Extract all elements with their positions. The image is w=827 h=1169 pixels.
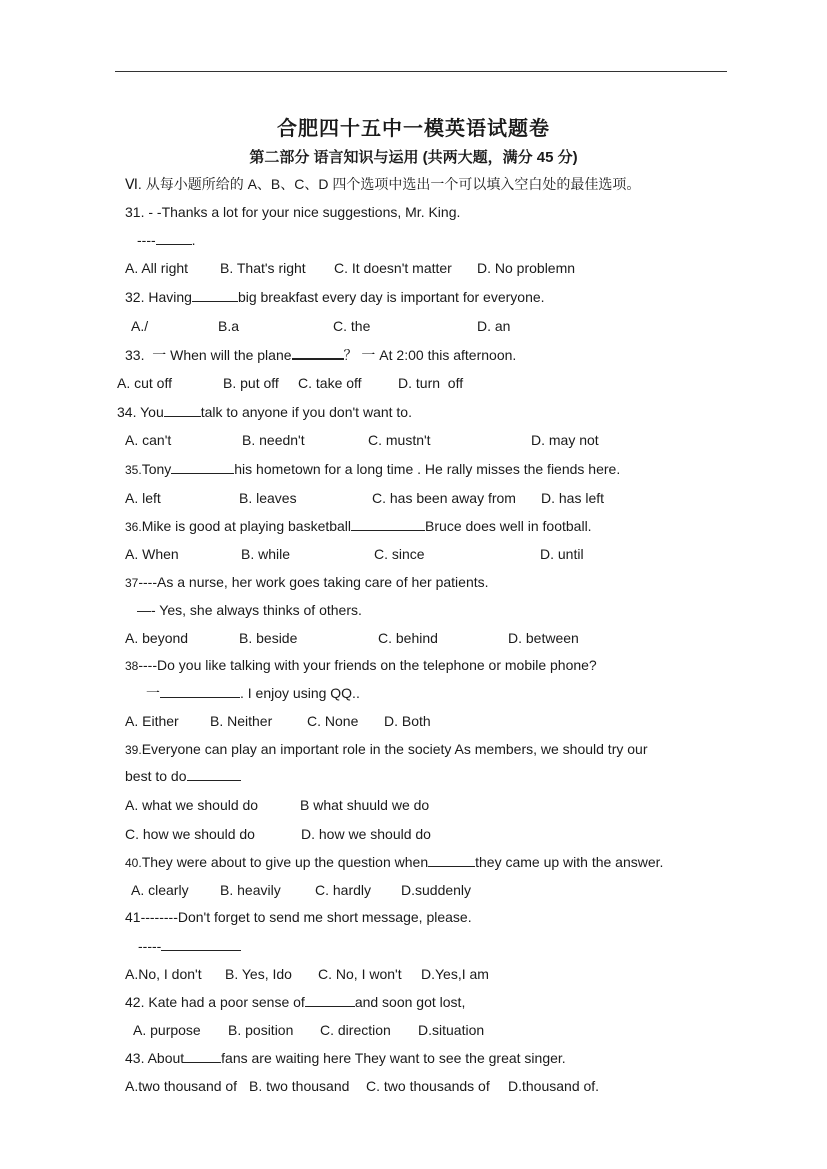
q38-option-c: C. None <box>307 713 359 729</box>
q42-option-b: B. position <box>228 1022 294 1038</box>
q39-option-b: B what shuuld we do <box>300 797 430 813</box>
q32-option-d: D. an <box>477 318 511 334</box>
q37-option-d: D. between <box>508 630 579 646</box>
question-38-stem: 38----Do you like talking with your friends on the telephone or mobile phone? <box>125 657 597 673</box>
q31-option-b: B. That's right <box>220 260 306 276</box>
q42-option-c: C. direction <box>320 1022 391 1038</box>
q32-option-c: C. the <box>333 318 371 334</box>
q34-option-a: A. can't <box>125 432 172 448</box>
q33-option-d: D. turn off <box>398 375 464 391</box>
question-37-reply: —- Yes, she always thinks of others. <box>137 602 362 618</box>
q40-option-b: B. heavily <box>220 882 281 898</box>
q32-option-a: A./ <box>131 318 149 334</box>
question-36-stem: 36.Mike is good at playing basketball Bruce does well in football. <box>125 518 592 534</box>
q39-option-a: A. what we should do <box>125 797 259 813</box>
question-35-stem: 35.Tony his hometown for a long time . He rally misses the fiends here. <box>125 461 621 477</box>
q43-option-a: A.two thousand of <box>125 1078 238 1094</box>
question-40-stem: 40.They were about to give up the question when they came up with the answer. <box>125 854 664 870</box>
q35-option-b: B. leaves <box>239 490 297 506</box>
q41-option-a: A.No, I don't <box>125 966 202 982</box>
q41-option-c: C. No, I won't <box>318 966 402 982</box>
q42-option-a: A. purpose <box>133 1022 201 1038</box>
question-38-reply: 一 . I enjoy using QQ.. <box>146 685 360 701</box>
question-33-stem: 33. 一 When will the plane ？ 一 At 2:00 this afternoon. <box>125 347 517 363</box>
q31-option-d: D. No problemn <box>477 260 576 276</box>
question-34-stem: 34. You talk to anyone if you don't want to. <box>117 404 412 420</box>
question-41-stem: 41--------Don't forget to send me short message, please. <box>125 909 472 925</box>
q35-option-c: C. has been away from <box>372 490 516 506</box>
q40-option-a: A. clearly <box>131 882 189 898</box>
q36-option-b: B. while <box>241 546 291 562</box>
q38-option-a: A. Either <box>125 713 179 729</box>
section-subtitle: 第二部分 语言知识与运用 (共两大题，满分 45 分) <box>249 149 578 166</box>
q34-option-c: C. mustn't <box>368 432 431 448</box>
question-41-reply: ----- <box>138 937 241 955</box>
section-instruction: Ⅵ. 从每小题所给的 A、B、C、D 四个选项中选出一个可以填入空白处的最佳选项。 <box>125 176 641 192</box>
question-31-stem: 31. - -Thanks a lot for your nice suggestions, Mr. King. <box>125 204 461 220</box>
page-title: 合肥四十五中一模英语试题卷 <box>277 118 550 140</box>
q41-option-d: D.Yes,I am <box>421 966 489 982</box>
question-39-stem: 39.Everyone can play an important role in the society As members, we should try our <box>125 741 648 757</box>
question-43-stem: 43. About fans are waiting here They want to see the great singer. <box>125 1050 566 1066</box>
q34-option-b: B. needn't <box>242 432 305 448</box>
q35-option-d: D. has left <box>541 490 605 506</box>
q33-option-b: B. put off <box>223 375 279 391</box>
header-rule <box>115 71 727 72</box>
q40-option-d: D.suddenly <box>401 882 472 898</box>
q39-option-c: C. how we should do <box>125 826 255 842</box>
q31-option-c: C. It doesn't matter <box>334 260 452 276</box>
q35-option-a: A. left <box>125 490 161 506</box>
q36-option-d: D. until <box>540 546 584 562</box>
q43-option-d: D.thousand of. <box>508 1078 600 1094</box>
q37-option-a: A. beyond <box>125 630 189 646</box>
q38-option-b: B. Neither <box>210 713 273 729</box>
q41-option-b: B. Yes, Ido <box>225 966 292 982</box>
question-37-stem: 37----As a nurse, her work goes taking care of her patients. <box>125 574 489 590</box>
q43-option-c: C. two thousands of <box>366 1078 490 1094</box>
q39-option-d: D. how we should do <box>301 826 431 842</box>
question-42-stem: 42. Kate had a poor sense of and soon got lost, <box>125 994 466 1010</box>
question-32-stem: 32. Having big breakfast every day is important for everyone. <box>125 289 545 305</box>
q38-option-d: D. Both <box>384 713 431 729</box>
question-31-reply: ---- . <box>137 232 196 248</box>
q34-option-d: D. may not <box>531 432 599 448</box>
q43-option-b: B. two thousand <box>249 1078 350 1094</box>
q37-option-c: C. behind <box>378 630 438 646</box>
q32-option-b: B.a <box>218 318 240 334</box>
q31-option-a: A. All right <box>125 260 189 276</box>
q42-option-d: D.situation <box>418 1022 485 1038</box>
q33-option-c: C. take off <box>298 375 362 391</box>
q40-option-c: C. hardly <box>315 882 372 898</box>
question-39-stem-cont: best to do <box>125 767 241 785</box>
q33-option-a: A. cut off <box>117 375 172 391</box>
q36-option-c: C. since <box>374 546 425 562</box>
q37-option-b: B. beside <box>239 630 298 646</box>
q36-option-a: A. When <box>125 546 179 562</box>
